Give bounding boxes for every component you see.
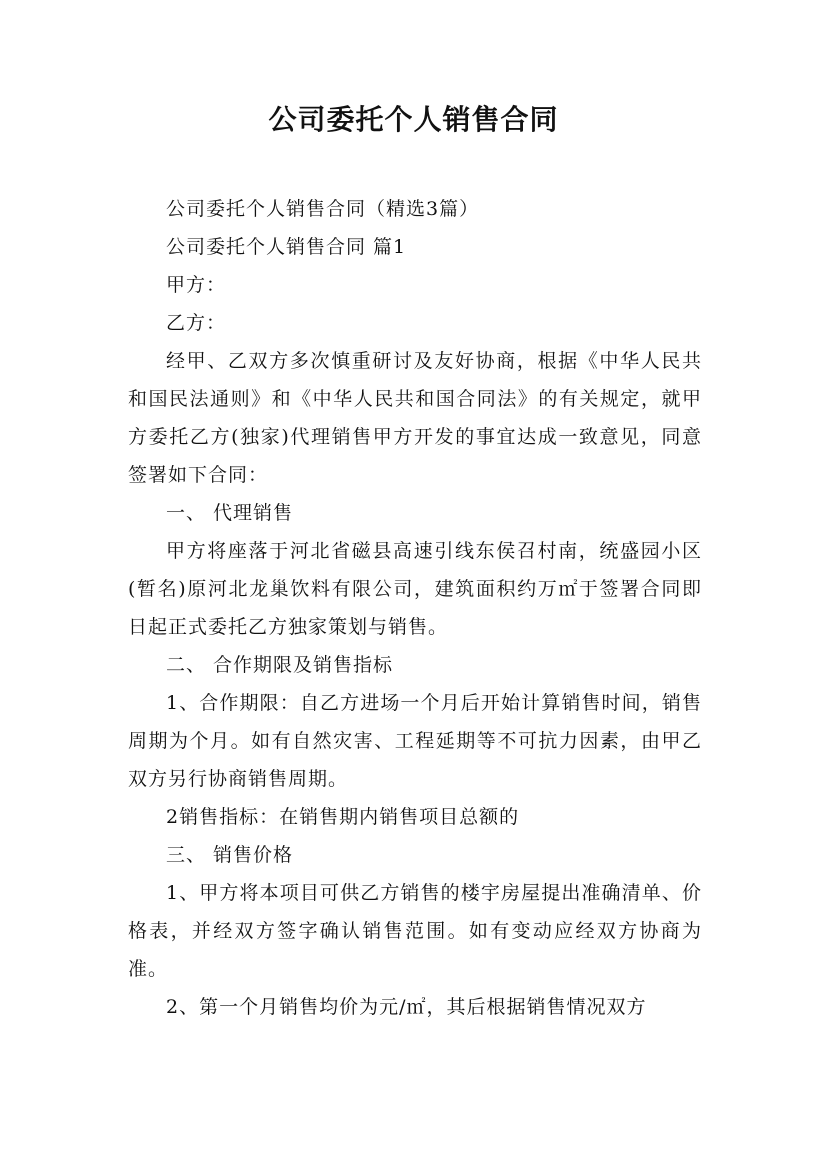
clause-paragraph: 甲方将座落于河北省磁县高速引线东侯召村南，统盛园小区(暂名)原河北龙巢饮料有限公司，建筑面积约万㎡于签署合同即日起正式委托乙方独家策划与销售。 bbox=[128, 540, 702, 638]
party-b-label: 乙方： bbox=[166, 312, 227, 334]
clause-heading-1: 一、 代理销售 bbox=[166, 502, 294, 524]
subtitle-line: 公司委托个人销售合同（精选3篇） bbox=[166, 198, 480, 220]
clause-heading-2: 二、 合作期限及销售指标 bbox=[166, 654, 394, 676]
clause-paragraph: 1、合作期限：自乙方进场一个月后开始计算销售时间，销售周期为个月。如有自然灾害、工程延期等不可抗力因素，由甲乙双方另行协商销售周期。 bbox=[128, 692, 702, 790]
document-title: 公司委托个人销售合同 bbox=[268, 103, 559, 136]
party-a-label: 甲方： bbox=[166, 274, 227, 296]
clause-heading-3: 三、 销售价格 bbox=[166, 844, 294, 866]
document-body bbox=[128, 190, 702, 1026]
clause-paragraph: 1、甲方将本项目可供乙方销售的楼宇房屋提出准确清单、价格表，并经双方签字确认销售范围。如有变动应经双方协商为准。 bbox=[128, 882, 702, 980]
preamble-paragraph: 经甲、乙双方多次慎重研讨及友好协商，根据《中华人民共和国民法通则》和《中华人民共和国合同法》的有关规定，就甲方委托乙方(独家)代理销售甲方开发的事宜达成一致意见，同意签署如下合同： bbox=[128, 350, 702, 486]
section-heading: 公司委托个人销售合同 篇1 bbox=[166, 236, 407, 258]
clause-paragraph: 2、第一个月销售均价为元/㎡，其后根据销售情况双方 bbox=[166, 996, 647, 1018]
clause-paragraph: 2销售指标：在销售期内销售项目总额的 bbox=[166, 806, 520, 828]
